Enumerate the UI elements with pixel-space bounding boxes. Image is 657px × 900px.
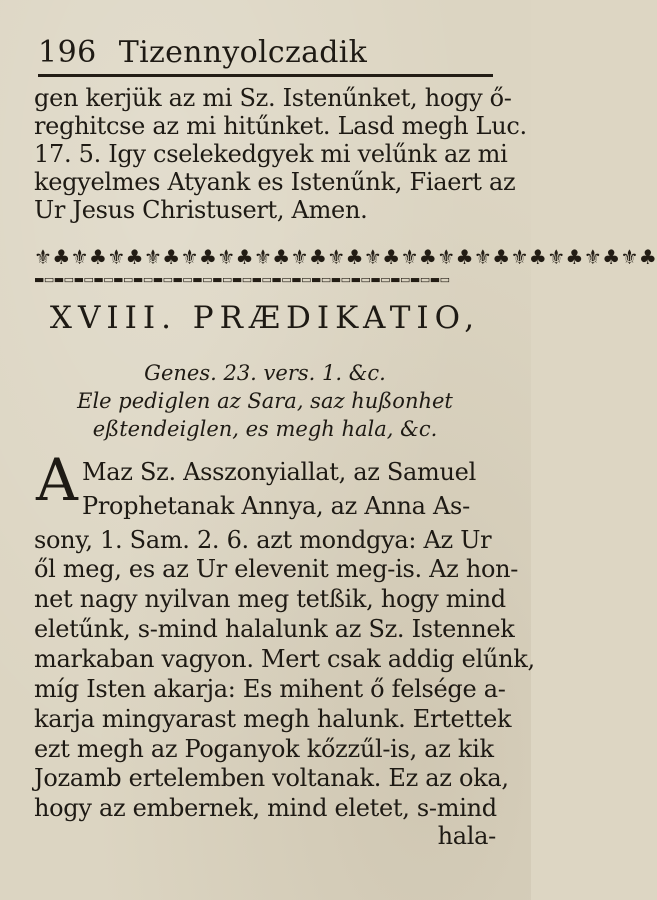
text-line: kegyelmes Atyank es Istenűnk, Fiaert az [34, 168, 516, 196]
chapter-title: XVIII. PRÆDIKATIO, [49, 300, 481, 336]
text-line: Maz Sz. Asszonyiallat, az Samuel [82, 458, 476, 486]
page-number: 196 [38, 35, 97, 70]
text-line: markaban vagyon. Mert csak addig elűnk, [34, 645, 535, 673]
text-line: eletűnk, s-mind halalunk az Sz. Istennek [34, 615, 515, 643]
running-head: Tizennyolczadik [118, 35, 368, 70]
drop-cap: A [36, 446, 78, 514]
verse-line: Ele pediglen az Sara, saz hußonhet [77, 389, 453, 413]
text-line: ől meg, es az Ur elevenit meg-is. Az hon- [34, 555, 519, 583]
catchword: hala- [437, 822, 496, 850]
text-line: gen kerjük az mi Sz. Istenűnket, hogy ő- [34, 84, 512, 112]
text-line: reghitcse az mi hitűnket. Lasd megh Luc. [34, 112, 527, 140]
header-rule [38, 74, 493, 77]
verse-line: eßtendeiglen, es megh hala, &c. [92, 417, 438, 441]
text-line: sony, 1. Sam. 2. 6. azt mondgya: Az Ur [34, 526, 492, 554]
ornament-band-bottom: ▬▭▬▭▬▭▬▭▬▭▬▭▬▭▬▭▬▭▬▭▬▭▬▭▬▭▬▭▬▭▬▭▬▭▬▭▬▭▬▭▬▭ [34, 273, 450, 286]
text-line: karja mingyarast megh halunk. Ertettek [34, 705, 512, 733]
text-line: Jozamb ertelemben voltanak. Ez az oka, [34, 764, 509, 792]
text-line: ezt megh az Poganyok kőzzűl-is, az kik [34, 735, 494, 763]
text-line: 17. 5. Igy cselekedgyek mi velűnk az mi [34, 140, 508, 168]
ornament-band-top: ⚜♣⚜♣⚜♣⚜♣⚜♣⚜♣⚜♣⚜♣⚜♣⚜♣⚜♣⚜♣⚜♣⚜♣⚜♣⚜♣⚜♣ [34, 245, 657, 269]
page-header [38, 30, 493, 70]
text-line: míg Isten akarja: Es mihent ő felsége a- [34, 675, 506, 703]
text-line: net nagy nyilvan meg tetßik, hogy mind [34, 585, 506, 613]
text-line: Prophetanak Annya, az Anna As- [82, 492, 470, 520]
text-line: Ur Jesus Christusert, Amen. [34, 196, 368, 224]
verse-line: Genes. 23. vers. 1. &c. [144, 361, 386, 385]
text-line: hogy az embernek, mind eletet, s-mind [34, 794, 497, 822]
